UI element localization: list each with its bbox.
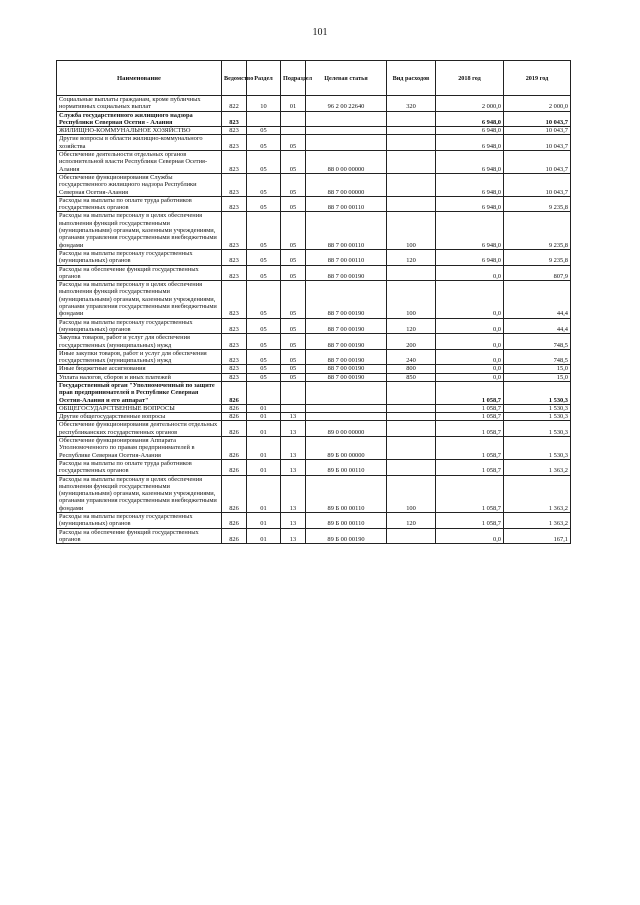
cell-razdel: 05 [247,373,281,381]
cell-vid [387,196,436,212]
cell-ved: 823 [222,249,247,265]
cell-target [306,404,387,412]
cell-2018: 2 000,0 [436,96,504,112]
cell-target: 89 Б 00 00110 [306,475,387,512]
cell-name: Другие общегосударственные вопросы [57,413,222,421]
table-row [57,421,571,437]
cell-ved: 826 [222,421,247,437]
cell-2019: 1 363,2 [504,459,571,475]
cell-2019: 807,9 [504,265,571,281]
cell-razdel: 05 [247,249,281,265]
cell-name: Расходы на выплаты персоналу в целях обеспечения выполнения функций государственными (муниципальными) органами, казенными учреждениями, органами управления государственными внебюджетными фондами [57,475,222,512]
cell-name: Другие вопросы в области жилищно-коммунального хозяйства [57,135,222,151]
cell-2019: 1 530,3 [504,413,571,421]
cell-2018: 6 948,0 [436,196,504,212]
cell-ved: 823 [222,365,247,373]
cell-podrazdel: 05 [281,318,306,334]
cell-ved: 826 [222,413,247,421]
cell-vid [387,437,436,460]
cell-podrazdel: 01 [281,96,306,112]
cell-2018: 0,0 [436,318,504,334]
cell-2018: 1 058,7 [436,513,504,529]
cell-vid: 200 [387,334,436,350]
cell-ved: 826 [222,513,247,529]
header-razdel: Раздел [247,61,281,96]
cell-2019: 748,5 [504,349,571,365]
cell-vid: 320 [387,96,436,112]
cell-razdel: 05 [247,365,281,373]
cell-vid [387,151,436,174]
cell-name: Обеспечение функционирования Службы государственного жилищного надзора Республики Северная Осетия-Алания [57,173,222,196]
cell-name: Служба государственного жилищного надзора Республики Северная Осетия - Алания [57,111,222,127]
cell-ved: 823 [222,173,247,196]
cell-2019: 1 363,2 [504,513,571,529]
cell-target: 88 7 00 00110 [306,212,387,249]
cell-2018: 6 948,0 [436,212,504,249]
cell-target [306,135,387,151]
cell-ved: 823 [222,318,247,334]
cell-vid [387,528,436,544]
cell-2018: 1 058,7 [436,404,504,412]
cell-name: Обеспечение функционирования Аппарата Уполномоченного по правам предпринимателей в Республике Северная Осетия-Алания [57,437,222,460]
header-2018: 2018 год [436,61,504,96]
cell-podrazdel: 05 [281,173,306,196]
cell-podrazdel: 05 [281,151,306,174]
cell-podrazdel: 13 [281,437,306,460]
cell-podrazdel: 05 [281,365,306,373]
cell-ved: 826 [222,528,247,544]
cell-vid [387,135,436,151]
table-row [57,173,571,196]
cell-podrazdel: 05 [281,334,306,350]
table-row [57,373,571,381]
cell-2018: 6 948,0 [436,111,504,127]
cell-name: Иные бюджетные ассигнования [57,365,222,373]
cell-name: Расходы на выплаты персоналу государственных (муниципальных) органов [57,513,222,529]
cell-target: 88 7 00 00000 [306,173,387,196]
cell-target: 89 Б 00 00000 [306,437,387,460]
cell-ved: 823 [222,151,247,174]
cell-razdel: 01 [247,475,281,512]
table-row [57,475,571,512]
cell-razdel: 05 [247,151,281,174]
cell-vid [387,265,436,281]
cell-razdel: 10 [247,96,281,112]
cell-ved: 823 [222,111,247,127]
cell-2019: 2 000,0 [504,96,571,112]
cell-podrazdel: 05 [281,373,306,381]
cell-ved: 823 [222,196,247,212]
cell-razdel: 05 [247,318,281,334]
cell-2019: 9 235,8 [504,212,571,249]
cell-razdel: 01 [247,513,281,529]
cell-name: Расходы на выплаты по оплате труда работников государственных органов [57,196,222,212]
table-row [57,318,571,334]
table-row [57,135,571,151]
cell-razdel: 05 [247,173,281,196]
cell-target: 88 7 00 00190 [306,334,387,350]
table-row [57,334,571,350]
cell-vid: 100 [387,212,436,249]
cell-podrazdel: 05 [281,212,306,249]
cell-vid [387,421,436,437]
cell-vid [387,404,436,412]
header-name: Наименование [57,61,222,96]
cell-target: 89 Б 00 00110 [306,513,387,529]
cell-2019: 9 235,8 [504,196,571,212]
cell-ved: 826 [222,459,247,475]
cell-razdel: 05 [247,212,281,249]
header-vid: Вид расходов [387,61,436,96]
page-number: 101 [312,27,328,38]
cell-name: Государственный орган "Уполномоченный по защите прав предпринимателей в Республике Северная Осетия-Алания и его аппарат" [57,381,222,404]
cell-name: Расходы на выплаты персоналу в целях обеспечения выполнения функций государственными (муниципальными) органами, казенными учреждениями, органами управления государственными внебюджетными фондами [57,212,222,249]
cell-ved: 823 [222,212,247,249]
cell-ved: 823 [222,281,247,318]
header-2019: 2019 год [504,61,571,96]
cell-name: Расходы на выплаты персоналу в целях обеспечения выполнения функций государственными (муниципальными) органами, казенными учреждениями, органами управления государственными внебюджетными фондами [57,281,222,318]
cell-name: Расходы на выплаты по оплате труда работников государственных органов [57,459,222,475]
table-row [57,381,571,404]
cell-name: Расходы на обеспечение функций государственных органов [57,265,222,281]
cell-2018: 0,0 [436,349,504,365]
cell-vid: 850 [387,373,436,381]
cell-2018: 1 058,7 [436,475,504,512]
cell-target: 88 7 00 00110 [306,249,387,265]
cell-podrazdel: 13 [281,528,306,544]
cell-target [306,127,387,135]
cell-2018: 0,0 [436,528,504,544]
table-row [57,413,571,421]
cell-podrazdel: 05 [281,349,306,365]
cell-vid: 120 [387,249,436,265]
cell-name: Обеспечение деятельности отдельных органов исполнительной власти Республики Северная Осетия-Алания [57,151,222,174]
cell-razdel [247,111,281,127]
cell-podrazdel: 13 [281,513,306,529]
cell-2018: 0,0 [436,365,504,373]
cell-ved: 826 [222,381,247,404]
cell-2018: 1 058,7 [436,421,504,437]
cell-podrazdel: 13 [281,459,306,475]
cell-vid [387,127,436,135]
table-row [57,127,571,135]
cell-ved: 823 [222,265,247,281]
table-row [57,349,571,365]
cell-razdel: 01 [247,528,281,544]
cell-2018: 0,0 [436,373,504,381]
cell-ved: 823 [222,334,247,350]
cell-vid: 100 [387,475,436,512]
table-header-row [57,61,571,96]
cell-2019: 10 043,7 [504,135,571,151]
cell-2019: 15,0 [504,365,571,373]
cell-2019: 9 235,8 [504,249,571,265]
table-row [57,437,571,460]
cell-ved: 823 [222,349,247,365]
cell-podrazdel [281,381,306,404]
cell-name: ОБЩЕГОСУДАРСТВЕННЫЕ ВОПРОСЫ [57,404,222,412]
cell-podrazdel [281,111,306,127]
cell-target: 89 Б 00 00190 [306,528,387,544]
cell-2018: 6 948,0 [436,173,504,196]
budget-table [56,60,571,544]
cell-podrazdel: 05 [281,265,306,281]
cell-podrazdel: 05 [281,249,306,265]
cell-ved: 823 [222,135,247,151]
cell-podrazdel: 05 [281,135,306,151]
cell-razdel: 01 [247,404,281,412]
cell-ved: 826 [222,404,247,412]
table-row [57,459,571,475]
cell-vid [387,111,436,127]
table-row [57,96,571,112]
cell-vid [387,381,436,404]
cell-2018: 6 948,0 [436,249,504,265]
cell-name: Расходы на обеспечение функций государственных органов [57,528,222,544]
cell-2018: 0,0 [436,334,504,350]
table-row [57,281,571,318]
cell-name: ЖИЛИЩНО-КОММУНАЛЬНОЕ ХОЗЯЙСТВО [57,127,222,135]
cell-podrazdel: 13 [281,421,306,437]
cell-2019: 10 043,7 [504,127,571,135]
cell-name: Расходы на выплаты персоналу государственных (муниципальных) органов [57,318,222,334]
cell-vid: 240 [387,349,436,365]
cell-ved: 822 [222,96,247,112]
cell-2019: 1 363,2 [504,475,571,512]
cell-ved: 823 [222,127,247,135]
cell-target: 96 2 00 22640 [306,96,387,112]
cell-2018: 0,0 [436,265,504,281]
cell-razdel: 01 [247,421,281,437]
cell-vid: 120 [387,513,436,529]
cell-2019: 748,5 [504,334,571,350]
cell-target [306,413,387,421]
cell-2019: 1 530,3 [504,381,571,404]
cell-ved: 826 [222,437,247,460]
cell-target: 88 7 00 00110 [306,196,387,212]
cell-razdel: 05 [247,196,281,212]
cell-2019: 44,4 [504,281,571,318]
cell-2018: 6 948,0 [436,127,504,135]
cell-target [306,111,387,127]
table-row [57,111,571,127]
header-podrazdel: Подраздел [281,61,306,96]
cell-podrazdel [281,127,306,135]
table-row [57,365,571,373]
table-row [57,151,571,174]
table-row [57,212,571,249]
cell-target [306,381,387,404]
cell-2019: 10 043,7 [504,173,571,196]
cell-razdel: 01 [247,459,281,475]
cell-name: Обеспечение функционирования деятельности отдельных республиканских государственных органов [57,421,222,437]
table-row [57,265,571,281]
cell-2018: 1 058,7 [436,437,504,460]
cell-ved: 823 [222,373,247,381]
cell-name: Уплата налогов, сборов и иных платежей [57,373,222,381]
cell-2018: 6 948,0 [436,151,504,174]
cell-target: 88 0 00 00000 [306,151,387,174]
cell-podrazdel: 05 [281,196,306,212]
cell-2019: 44,4 [504,318,571,334]
header-target: Целевая статья [306,61,387,96]
cell-podrazdel: 05 [281,281,306,318]
table-row [57,196,571,212]
cell-2019: 15,0 [504,373,571,381]
cell-2019: 1 530,3 [504,404,571,412]
cell-razdel: 05 [247,135,281,151]
cell-razdel [247,381,281,404]
table-row [57,528,571,544]
table-row [57,513,571,529]
cell-vid [387,413,436,421]
cell-2019: 10 043,7 [504,151,571,174]
cell-razdel: 05 [247,281,281,318]
cell-name: Закупка товаров, работ и услуг для обеспечения государственных (муниципальных) нужд [57,334,222,350]
cell-target: 89 0 00 00000 [306,421,387,437]
cell-target: 88 7 00 00190 [306,265,387,281]
cell-razdel: 01 [247,413,281,421]
cell-2018: 1 058,7 [436,459,504,475]
cell-vid: 120 [387,318,436,334]
cell-ved: 826 [222,475,247,512]
cell-name: Расходы на выплаты персоналу государственных (муниципальных) органов [57,249,222,265]
table-row [57,249,571,265]
cell-vid: 100 [387,281,436,318]
cell-2019: 10 043,7 [504,111,571,127]
cell-2018: 6 948,0 [436,135,504,151]
cell-target: 88 7 00 00190 [306,349,387,365]
cell-target: 88 7 00 00190 [306,281,387,318]
cell-razdel: 05 [247,334,281,350]
cell-razdel: 05 [247,265,281,281]
cell-razdel: 01 [247,437,281,460]
cell-podrazdel: 13 [281,413,306,421]
cell-2018: 1 058,7 [436,381,504,404]
cell-target: 88 7 00 00190 [306,373,387,381]
cell-vid [387,459,436,475]
cell-2018: 0,0 [436,281,504,318]
cell-2018: 1 058,7 [436,413,504,421]
cell-target: 89 Б 00 00110 [306,459,387,475]
cell-2019: 1 530,3 [504,437,571,460]
cell-podrazdel: 13 [281,475,306,512]
cell-razdel: 05 [247,349,281,365]
cell-podrazdel [281,404,306,412]
cell-target: 88 7 00 00190 [306,365,387,373]
cell-vid: 800 [387,365,436,373]
table-row [57,404,571,412]
cell-2019: 1 530,3 [504,421,571,437]
cell-name: Социальные выплаты гражданам, кроме публичных нормативных социальных выплат [57,96,222,112]
cell-name: Иные закупки товаров, работ и услуг для обеспечения государственных (муниципальных) нужд [57,349,222,365]
cell-vid [387,173,436,196]
header-ved: Ведомство [222,61,247,96]
cell-2019: 167,1 [504,528,571,544]
cell-razdel: 05 [247,127,281,135]
cell-target: 88 7 00 00190 [306,318,387,334]
